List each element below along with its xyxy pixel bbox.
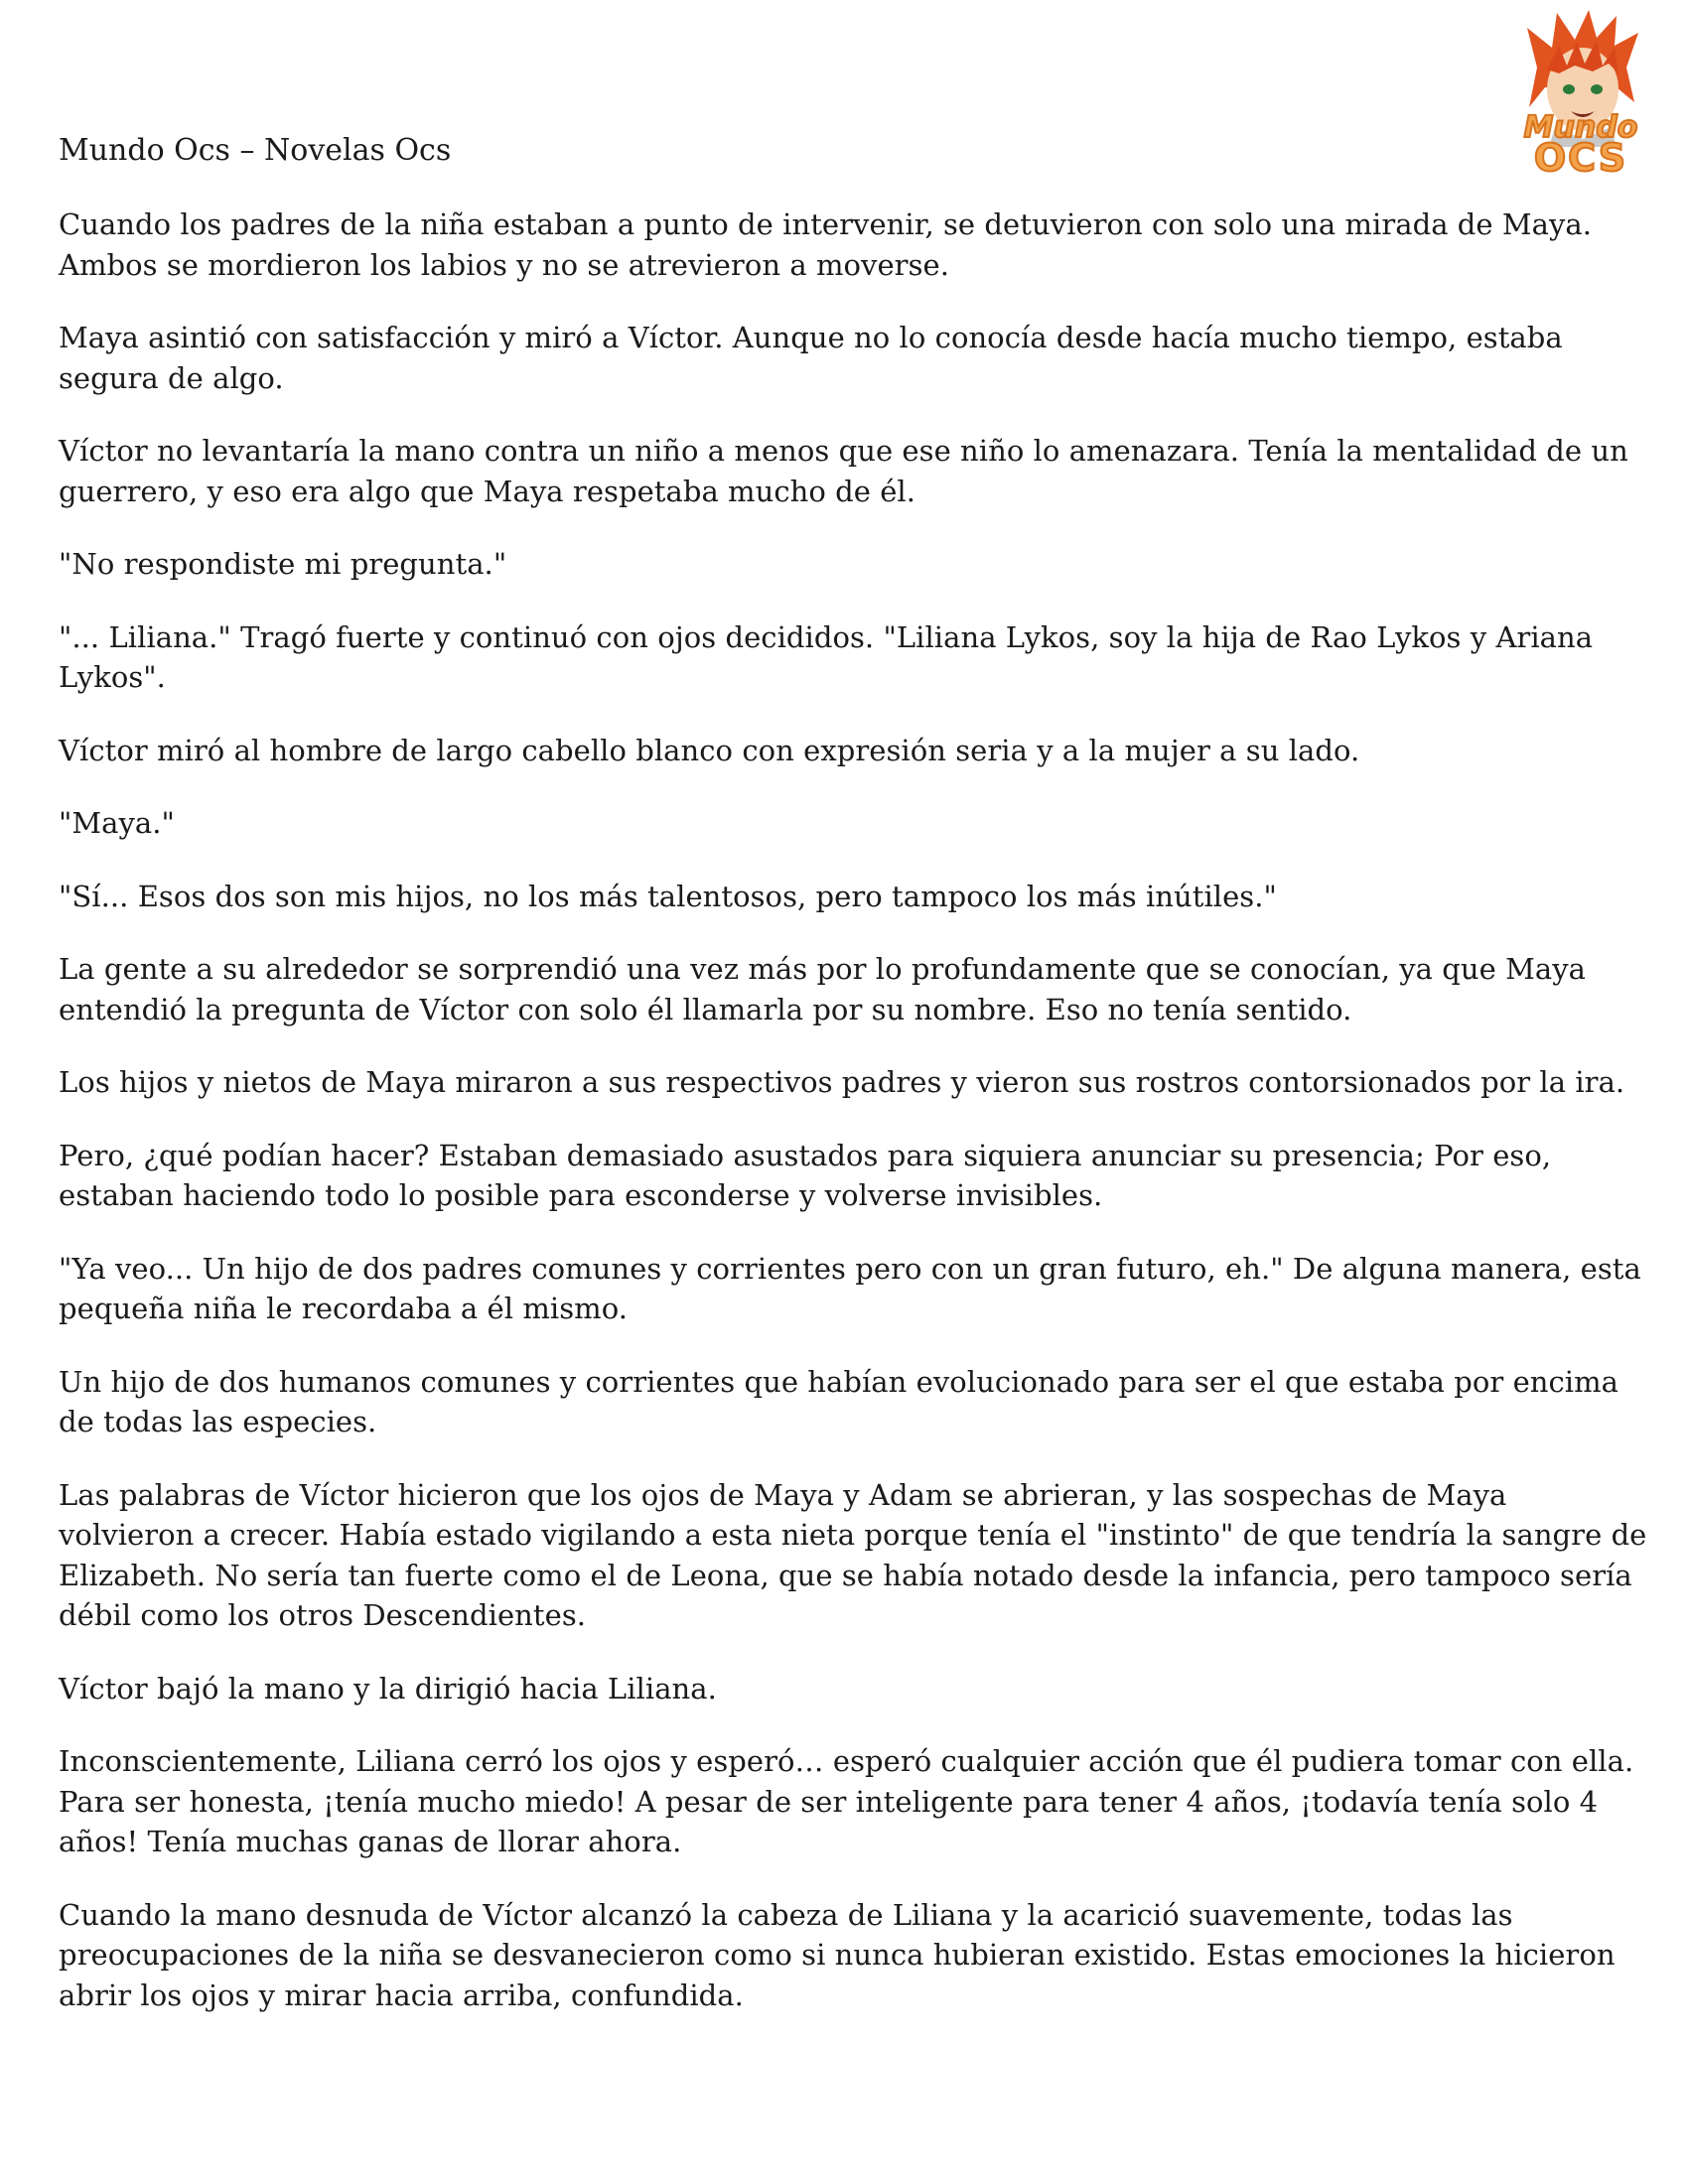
- paragraph: Víctor no levantaría la mano contra un niño a menos que ese niño lo amenazara. Tenía la mentalidad de un guerrero, y eso era algo que Maya respetaba mucho de él.: [59, 434, 1628, 508]
- paragraph: "Maya.": [59, 806, 175, 840]
- mundo-ocs-logo: [1497, 8, 1664, 185]
- paragraph: Maya asintió con satisfacción y miró a Víctor. Aunque no lo conocía desde hacía mucho tiempo, estaba segura de algo.: [59, 321, 1563, 395]
- paragraph: Inconscientemente, Liliana cerró los ojos y esperó… esperó cualquier acción que él pudiera tomar con ella. Para ser honesta, ¡tenía mucho miedo! A pesar de ser inteligente para tener 4 años, ¡todavía tenía solo 4 años! Tenía muchas ganas de llorar ahora.: [59, 1744, 1634, 1858]
- paragraph: Las palabras de Víctor hicieron que los ojos de Maya y Adam se abrieran, y las sospechas de Maya volvieron a crecer. Había estado vigilando a esta nieta porque tenía el "instinto" de que tendría la sangre de Elizabeth. No sería tan fuerte como el de Leona, que se había notado desde la infancia, pero tampoco sería débil como los otros Descendientes.: [59, 1477, 1647, 1632]
- paragraph: Cuando los padres de la niña estaban a punto de intervenir, se detuvieron con solo una mirada de Maya. Ambos se mordieron los labios y no se atrevieron a moverse.: [59, 207, 1593, 282]
- paragraph: Víctor bajó la mano y la dirigió hacia Liliana.: [59, 1671, 717, 1706]
- paragraph: Pero, ¿qué podían hacer? Estaban demasiado asustados para siquiera anunciar su presencia; Por eso, estaban haciendo todo lo posible para esconderse y volverse invisibles.: [59, 1138, 1552, 1212]
- page-header: Mundo Ocs – Novelas Ocs: [59, 133, 452, 168]
- paragraph: "No respondiste mi pregunta.": [59, 547, 507, 581]
- paragraph: Los hijos y nietos de Maya miraron a sus respectivos padres y vieron sus rostros contorsionados por la ira.: [59, 1065, 1625, 1099]
- paragraph: "Ya veo... Un hijo de dos padres comunes y corrientes pero con un gran futuro, eh." De alguna manera, esta pequeña niña le recordaba a él mismo.: [59, 1251, 1641, 1325]
- paragraph: Cuando la mano desnuda de Víctor alcanzó la cabeza de Liliana y la acarició suavemente, todas las preocupaciones de la niña se desvanecieron como si nunca hubieran existido. Estas emociones la hicieron abrir los ojos y mirar hacia arriba, confundida.: [59, 1897, 1616, 2012]
- logo-line-1: Mundo: [1523, 110, 1638, 145]
- paragraph: Un hijo de dos humanos comunes y corrientes que habían evolucionado para ser el que estaba por encima de todas las especies.: [59, 1364, 1619, 1438]
- paragraph: "... Liliana." Tragó fuerte y continuó con ojos decididos. "Liliana Lykos, soy la hija de Rao Lykos y Ariana Lykos".: [59, 619, 1594, 694]
- paragraph: La gente a su alrededor se sorprendió una vez más por lo profundamente que se conocían, ya que Maya entendió la pregunta de Víctor con solo él llamarla por su nombre. Eso no tenía sentido.: [59, 952, 1586, 1026]
- paragraph: "Sí... Esos dos son mis hijos, no los más talentosos, pero tampoco los más inútiles.": [59, 879, 1277, 913]
- logo-line-2: OCS: [1533, 136, 1628, 180]
- paragraph: Víctor miró al hombre de largo cabello blanco con expresión seria y a la mujer a su lado.: [59, 733, 1360, 767]
- logo-wordmark: [1497, 110, 1664, 180]
- body-text: [59, 205, 1647, 2048]
